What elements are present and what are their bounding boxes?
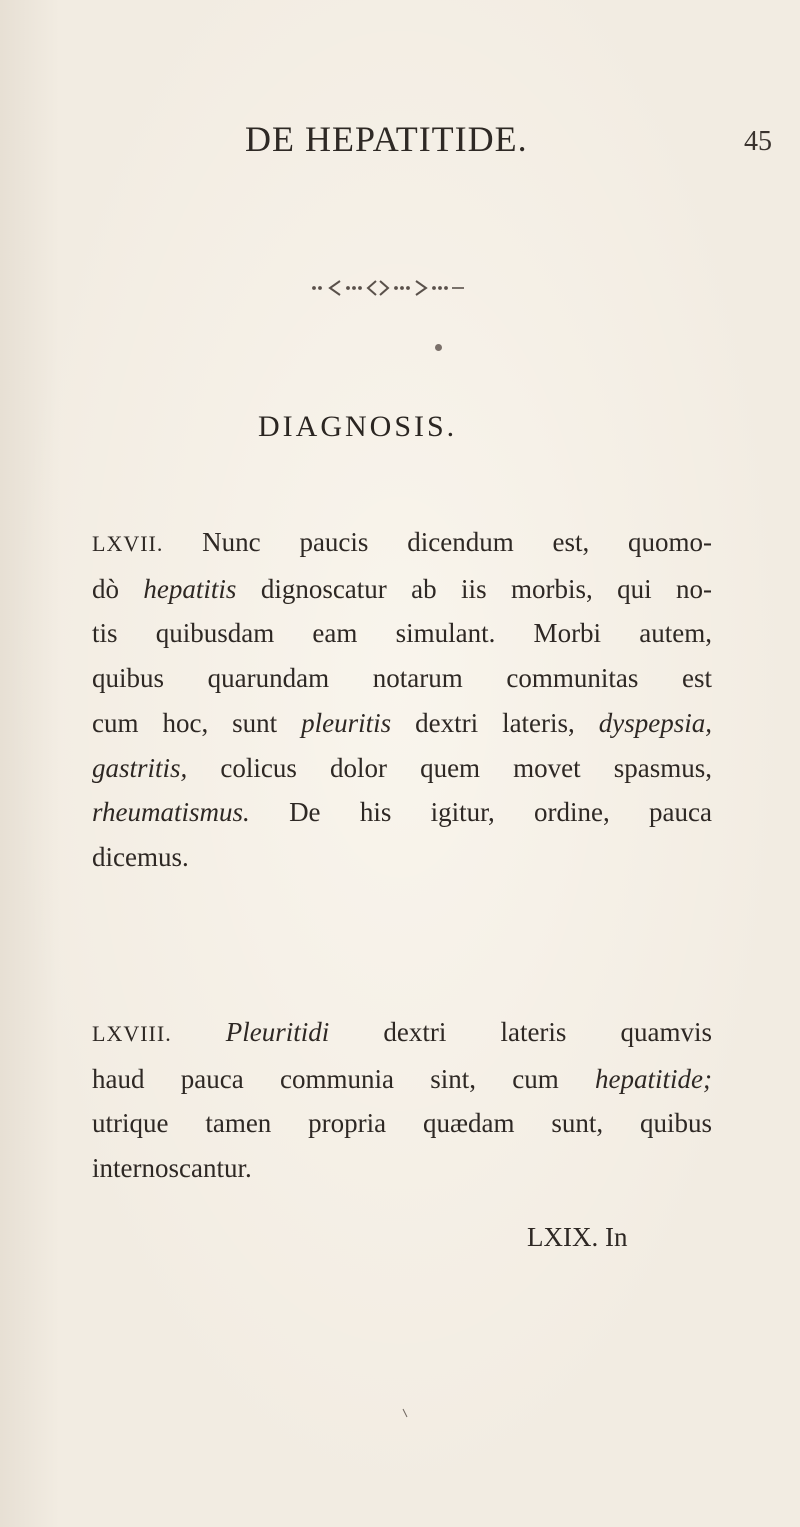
text-line: LXVII. Nunc paucis dicendum est, quomo-	[92, 527, 713, 557]
text-line: tis quibusdam eam simulant. Morbi autem,	[92, 618, 712, 649]
paragraph-lxviii	[92, 1010, 712, 1191]
fleuron-ornament-icon	[310, 276, 470, 300]
text-line: gastritis, colicus dolor quem movet spasmus,	[92, 752, 713, 783]
section-title: DIAGNOSIS.	[258, 410, 458, 443]
running-title: DE HEPATITIDE.	[245, 119, 528, 159]
text-line: dò hepatitis dignoscatur ab iis morbis, qui no-	[92, 573, 713, 604]
ornament-dot-icon	[435, 344, 442, 351]
text-line: quibus quarundam notarum communitas est	[92, 663, 712, 694]
text-line: internoscantur.	[92, 1153, 252, 1184]
text-line: LXVIII. Pleuritidi dextri lateris quamvis	[92, 1017, 713, 1047]
stray-mark-icon	[402, 1408, 408, 1418]
text-line: cum hoc, sunt pleuritis dextri lateris, dyspepsia,	[92, 707, 712, 738]
catchword: LXIX. In	[527, 1222, 628, 1252]
text-line: rheumatismus. De his igitur, ordine, pauca	[92, 797, 712, 828]
text-line: dicemus.	[92, 841, 189, 872]
page-number: 45	[744, 126, 772, 157]
paragraph-lxvii	[92, 520, 712, 880]
text-line: utrique tamen propria quædam sunt, quibus	[92, 1108, 712, 1139]
text-line: haud pauca communia sint, cum hepatitide;	[92, 1063, 713, 1094]
